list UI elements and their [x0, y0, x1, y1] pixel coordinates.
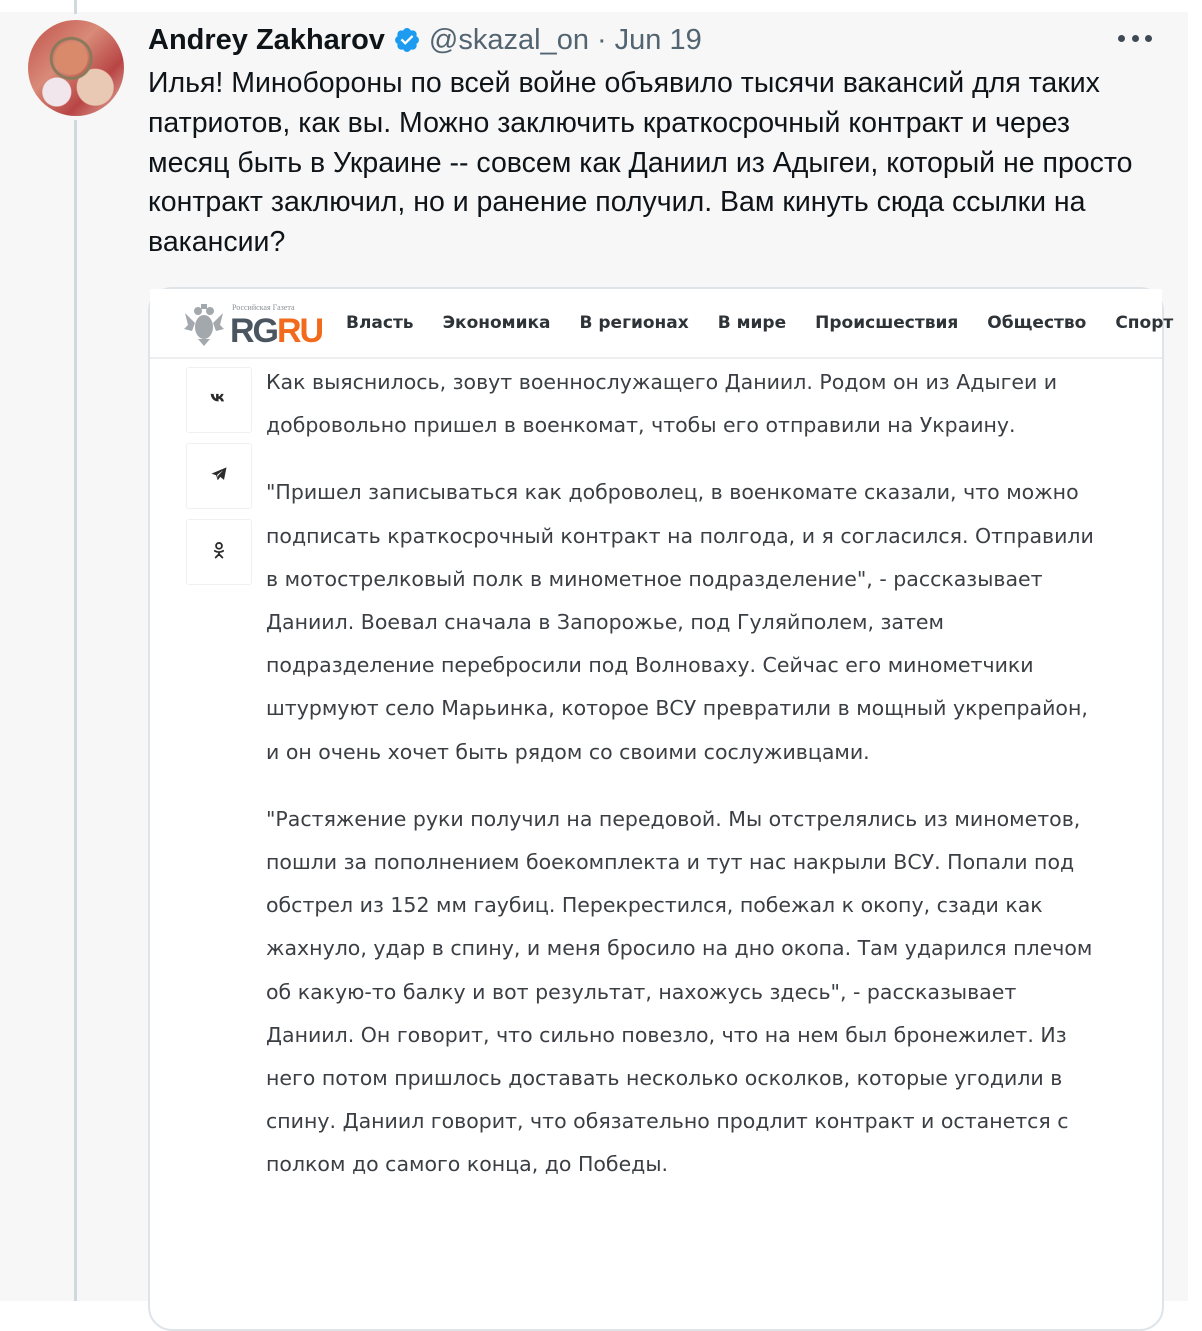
share-odnoklassniki-button[interactable] — [186, 519, 252, 585]
more-dot — [1132, 35, 1139, 42]
more-horizontal-icon[interactable] — [1118, 30, 1152, 46]
logo-subtitle: Российская Газета — [232, 303, 295, 312]
tweet-date[interactable]: Jun 19 — [614, 23, 702, 56]
nav-item-proisshestviya[interactable]: Происшествия — [815, 313, 959, 333]
thread-connector — [74, 120, 77, 1301]
share-vk-button[interactable] — [186, 367, 252, 433]
nav-item-obshchestvo[interactable]: Общество — [987, 313, 1087, 333]
article-body — [266, 361, 1096, 1211]
share-telegram-button[interactable] — [186, 443, 252, 509]
rg-logo[interactable] — [184, 301, 324, 349]
separator-dot: · — [596, 23, 607, 56]
site-header — [150, 289, 1174, 359]
telegram-icon — [209, 464, 229, 489]
article-paragraph: "Пришел записываться как доброволец, в военкомате сказали, что можно подписать краткосрочный контракт на полгода, и я согласился. Отправили в мотострелковый полк в минометное подразделение", - рассказывает Даниил. Воевал сначала в Запорожье, под Гуляйполем, затем подразделение перебросили под Волноваху. Сейчас его минометчики штурмуют село Марьинка, которое ВСУ превратили в мощный укрепрайон, и он очень хочет быть рядом со своими сослуживцами. — [266, 480, 1094, 764]
logo-ru: RU — [277, 312, 323, 350]
nav-item-v-regionah[interactable]: В регионах — [579, 313, 689, 333]
avatar[interactable] — [28, 20, 124, 116]
more-dot — [1118, 35, 1125, 42]
article-paragraph: Как выяснилось, зовут военнослужащего Даниил. Родом он из Адыгеи и добровольно пришел в военкомат, чтобы его отправили на Украину. — [266, 370, 1058, 438]
thread-connector-top — [74, 0, 77, 14]
logo-rg: RG — [230, 312, 277, 350]
tweet-header — [148, 22, 702, 58]
verified-badge-icon — [393, 26, 421, 54]
author-handle[interactable]: @skazal_on — [428, 23, 589, 56]
coat-of-arms-icon — [184, 303, 224, 347]
nav-item-ekonomika[interactable]: Экономика — [442, 313, 551, 333]
odnoklassniki-icon — [209, 540, 229, 565]
more-dot — [1145, 35, 1152, 42]
site-nav — [346, 289, 1202, 357]
share-buttons — [186, 367, 252, 595]
nav-item-vlast[interactable]: Власть — [346, 313, 414, 333]
nav-item-v-mire[interactable]: В мире — [717, 313, 787, 333]
embedded-article-screenshot[interactable] — [148, 287, 1174, 1331]
tweet-text: Илья! Минобороны по всей войне объявило тысячи вакансий для таких патриотов, как вы. Можно заключить краткосрочный контракт и через месяц быть в Украине -- совсем как Даниил из Адыгеи, который не просто контракт заключил, но и ранение получил. Вам кинуть сюда ссылки на вакансии? — [148, 67, 1133, 259]
logo-wordmark — [230, 311, 322, 351]
vk-icon — [209, 388, 229, 413]
article-paragraph: "Растяжение руки получил на передовой. Мы отстрелялись из минометов, пошли за пополнением боекомплекта и тут нас накрыли ВСУ. Попали под обстрел из 152 мм гаубиц. Перекрестился, побежал к окопу, сзади как жахнуло, удар в спину, и меня бросило на дно окопа. Там ударился плечом об какую-то балку и вот результат, нахожусь здесь", - рассказывает Даниил. Он говорит, что сильно повезло, что на нем был бронежилет. Из него потом пришлось доставать несколько осколков, которые угодили в спину. Даниил говорит, что обязательно продлит контракт и останется с полком до самого конца, до Победы. — [266, 806, 1093, 1177]
author-name[interactable]: Andrey Zakharov — [148, 23, 385, 56]
page-edge — [1188, 0, 1200, 1301]
nav-item-sport[interactable]: Спорт — [1115, 313, 1174, 333]
